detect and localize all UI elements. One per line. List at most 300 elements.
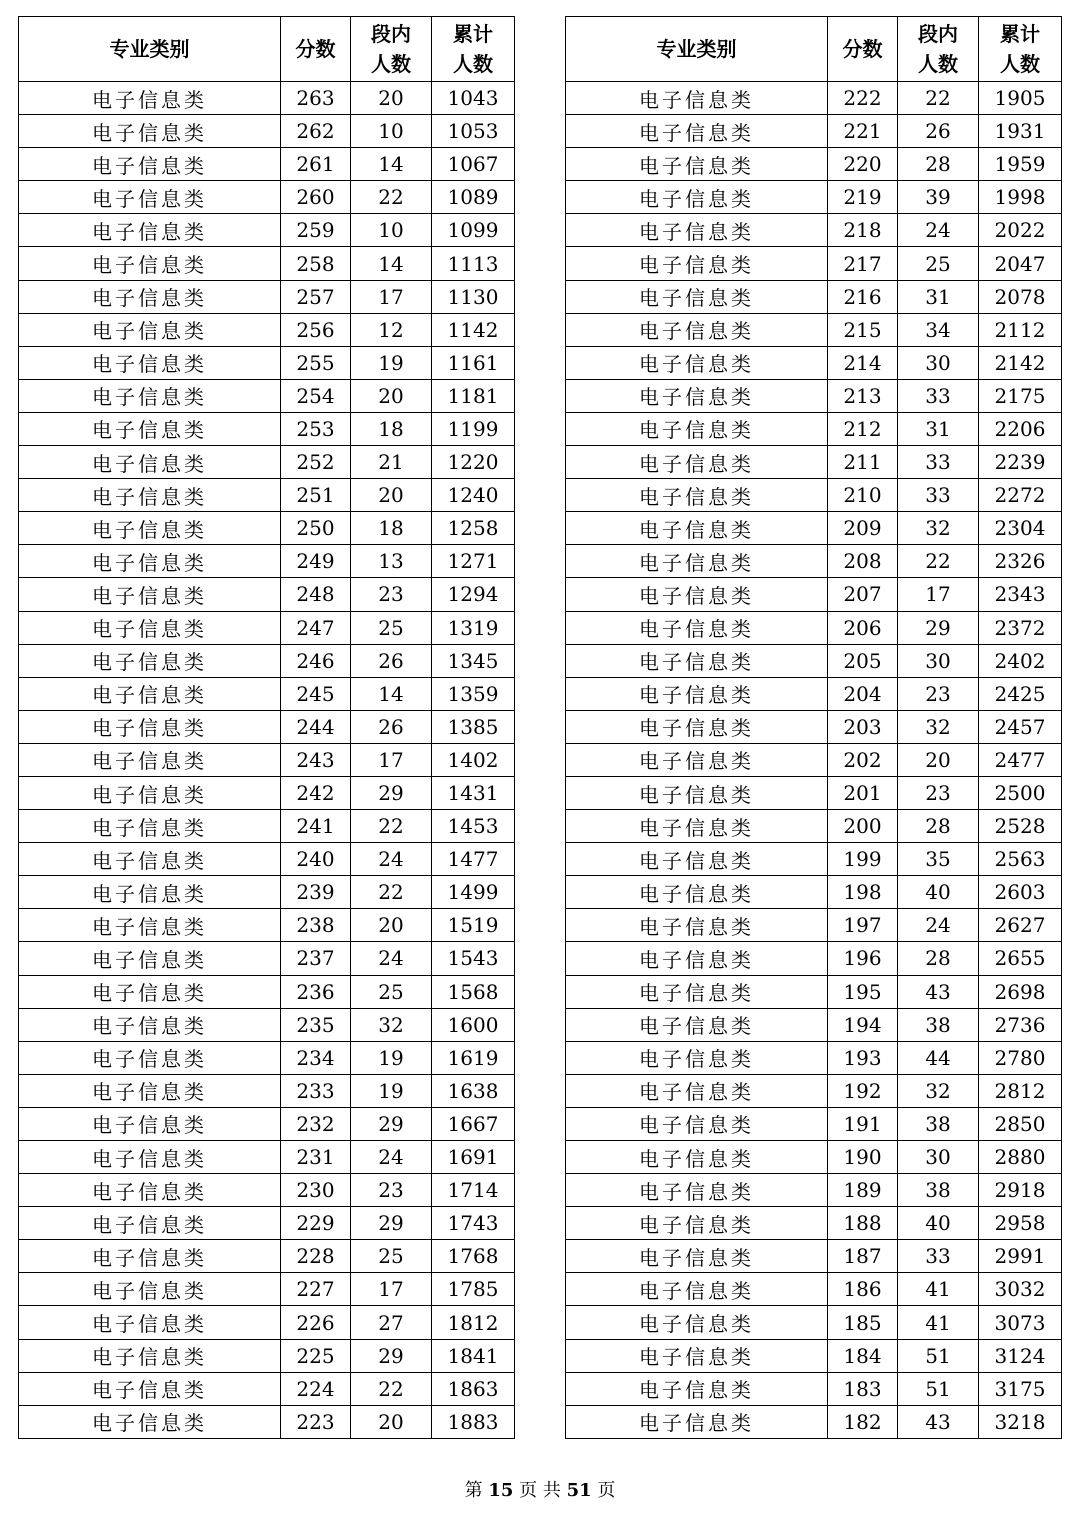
category-cell: 电子信息类 bbox=[566, 82, 828, 115]
category-cell: 电子信息类 bbox=[19, 843, 281, 876]
segment-count-cell: 23 bbox=[898, 677, 979, 710]
table-row bbox=[566, 545, 1062, 578]
table-row bbox=[566, 578, 1062, 611]
table-row bbox=[566, 975, 1062, 1008]
category-cell: 电子信息类 bbox=[19, 710, 281, 743]
table-row bbox=[566, 611, 1062, 644]
category-cell: 电子信息类 bbox=[566, 942, 828, 975]
segment-count-cell: 18 bbox=[351, 512, 432, 545]
category-cell: 电子信息类 bbox=[19, 810, 281, 843]
segment-count-cell: 26 bbox=[351, 644, 432, 677]
score-cell: 188 bbox=[828, 1207, 898, 1240]
cumulative-count-cell: 1568 bbox=[432, 975, 515, 1008]
table-row bbox=[566, 479, 1062, 512]
cumulative-count-cell: 1402 bbox=[432, 743, 515, 776]
cumulative-count-cell: 1345 bbox=[432, 644, 515, 677]
table-row bbox=[566, 1339, 1062, 1372]
category-cell: 电子信息类 bbox=[19, 214, 281, 247]
score-cell: 261 bbox=[281, 148, 351, 181]
score-cell: 254 bbox=[281, 379, 351, 412]
cumulative-count-cell: 1089 bbox=[432, 181, 515, 214]
table-row bbox=[19, 942, 515, 975]
category-cell: 电子信息类 bbox=[566, 578, 828, 611]
table-row bbox=[566, 1041, 1062, 1074]
category-cell: 电子信息类 bbox=[19, 247, 281, 280]
segment-count-cell: 29 bbox=[351, 776, 432, 809]
category-cell: 电子信息类 bbox=[566, 346, 828, 379]
segment-count-cell: 24 bbox=[351, 1141, 432, 1174]
cumulative-count-cell: 1883 bbox=[432, 1405, 515, 1438]
cumulative-count-cell: 2528 bbox=[979, 810, 1062, 843]
category-cell: 电子信息类 bbox=[19, 1207, 281, 1240]
cumulative-count-cell: 1385 bbox=[432, 710, 515, 743]
table-row bbox=[19, 412, 515, 445]
category-cell: 电子信息类 bbox=[19, 512, 281, 545]
cumulative-count-cell: 2477 bbox=[979, 743, 1062, 776]
table-row bbox=[19, 545, 515, 578]
score-cell: 216 bbox=[828, 280, 898, 313]
score-cell: 263 bbox=[281, 82, 351, 115]
score-cell: 201 bbox=[828, 776, 898, 809]
score-cell: 250 bbox=[281, 512, 351, 545]
table-row bbox=[566, 346, 1062, 379]
segment-count-cell: 38 bbox=[898, 1174, 979, 1207]
category-cell: 电子信息类 bbox=[566, 876, 828, 909]
segment-count-cell: 25 bbox=[898, 247, 979, 280]
score-cell: 204 bbox=[828, 677, 898, 710]
segment-count-cell: 13 bbox=[351, 545, 432, 578]
segment-count-cell: 25 bbox=[351, 1240, 432, 1273]
score-cell: 248 bbox=[281, 578, 351, 611]
category-cell: 电子信息类 bbox=[19, 1306, 281, 1339]
category-cell: 电子信息类 bbox=[19, 743, 281, 776]
category-cell: 电子信息类 bbox=[566, 1041, 828, 1074]
score-cell: 245 bbox=[281, 677, 351, 710]
table-row bbox=[566, 1074, 1062, 1107]
score-cell: 237 bbox=[281, 942, 351, 975]
score-cell: 196 bbox=[828, 942, 898, 975]
segment-count-cell: 20 bbox=[351, 479, 432, 512]
cumulative-count-cell: 1271 bbox=[432, 545, 515, 578]
table-row bbox=[566, 379, 1062, 412]
category-cell: 电子信息类 bbox=[566, 810, 828, 843]
table-header-row bbox=[19, 17, 515, 82]
category-cell: 电子信息类 bbox=[19, 479, 281, 512]
score-cell: 260 bbox=[281, 181, 351, 214]
cumulative-count-cell: 2112 bbox=[979, 313, 1062, 346]
score-cell: 217 bbox=[828, 247, 898, 280]
cumulative-count-cell: 1359 bbox=[432, 677, 515, 710]
table-row bbox=[19, 479, 515, 512]
segment-count-cell: 10 bbox=[351, 214, 432, 247]
score-cell: 252 bbox=[281, 446, 351, 479]
segment-count-cell: 10 bbox=[351, 115, 432, 148]
category-cell: 电子信息类 bbox=[566, 1141, 828, 1174]
table-row bbox=[19, 1339, 515, 1372]
category-cell: 电子信息类 bbox=[19, 1174, 281, 1207]
table-row bbox=[19, 1107, 515, 1140]
cumulative-count-cell: 1220 bbox=[432, 446, 515, 479]
cumulative-count-cell: 3218 bbox=[979, 1405, 1062, 1438]
score-cell: 194 bbox=[828, 1008, 898, 1041]
table-row bbox=[19, 578, 515, 611]
table-row bbox=[19, 710, 515, 743]
cumulative-count-cell: 1142 bbox=[432, 313, 515, 346]
score-cell: 206 bbox=[828, 611, 898, 644]
table-row bbox=[19, 512, 515, 545]
segment-count-cell: 33 bbox=[898, 479, 979, 512]
cumulative-count-cell: 2272 bbox=[979, 479, 1062, 512]
cumulative-count-cell: 1714 bbox=[432, 1174, 515, 1207]
score-cell: 211 bbox=[828, 446, 898, 479]
cumulative-count-cell: 2078 bbox=[979, 280, 1062, 313]
category-cell: 电子信息类 bbox=[566, 743, 828, 776]
table-row bbox=[19, 346, 515, 379]
segment-count-cell: 19 bbox=[351, 1074, 432, 1107]
segment-count-cell: 22 bbox=[351, 876, 432, 909]
segment-count-cell: 32 bbox=[898, 1074, 979, 1107]
segment-count-cell: 51 bbox=[898, 1339, 979, 1372]
category-cell: 电子信息类 bbox=[566, 280, 828, 313]
segment-count-cell: 41 bbox=[898, 1306, 979, 1339]
segment-count-cell: 38 bbox=[898, 1008, 979, 1041]
segment-count-cell: 40 bbox=[898, 1207, 979, 1240]
segment-count-cell: 31 bbox=[898, 412, 979, 445]
category-cell: 电子信息类 bbox=[19, 644, 281, 677]
segment-count-cell: 14 bbox=[351, 677, 432, 710]
score-cell: 200 bbox=[828, 810, 898, 843]
segment-count-cell: 14 bbox=[351, 148, 432, 181]
category-cell: 电子信息类 bbox=[19, 1041, 281, 1074]
segment-count-cell: 29 bbox=[898, 611, 979, 644]
score-table-right bbox=[565, 16, 1062, 1439]
category-cell: 电子信息类 bbox=[566, 1107, 828, 1140]
segment-count-cell: 26 bbox=[898, 115, 979, 148]
table-row bbox=[566, 1240, 1062, 1273]
segment-count-cell: 40 bbox=[898, 876, 979, 909]
category-cell: 电子信息类 bbox=[19, 346, 281, 379]
table-row bbox=[19, 843, 515, 876]
cumulative-count-cell: 2780 bbox=[979, 1041, 1062, 1074]
category-cell: 电子信息类 bbox=[566, 975, 828, 1008]
cumulative-count-cell: 2698 bbox=[979, 975, 1062, 1008]
category-cell: 电子信息类 bbox=[19, 280, 281, 313]
table-header-row bbox=[566, 17, 1062, 82]
table-row bbox=[566, 942, 1062, 975]
score-cell: 247 bbox=[281, 611, 351, 644]
score-cell: 256 bbox=[281, 313, 351, 346]
category-cell: 电子信息类 bbox=[566, 247, 828, 280]
cumulative-count-cell: 1998 bbox=[979, 181, 1062, 214]
table-row bbox=[19, 1372, 515, 1405]
cumulative-count-cell: 1959 bbox=[979, 148, 1062, 181]
cumulative-count-cell: 2239 bbox=[979, 446, 1062, 479]
cumulative-count-cell: 2457 bbox=[979, 710, 1062, 743]
cumulative-count-cell: 1619 bbox=[432, 1041, 515, 1074]
segment-count-cell: 32 bbox=[898, 512, 979, 545]
table-row bbox=[566, 115, 1062, 148]
segment-count-cell: 27 bbox=[351, 1306, 432, 1339]
category-cell: 电子信息类 bbox=[566, 1074, 828, 1107]
score-cell: 235 bbox=[281, 1008, 351, 1041]
cumulative-count-cell: 2500 bbox=[979, 776, 1062, 809]
category-cell: 电子信息类 bbox=[19, 975, 281, 1008]
table-row bbox=[19, 1240, 515, 1273]
table-row bbox=[566, 214, 1062, 247]
table-row bbox=[19, 1174, 515, 1207]
cumulative-count-cell: 1113 bbox=[432, 247, 515, 280]
table-row bbox=[19, 1041, 515, 1074]
cumulative-count-cell: 1931 bbox=[979, 115, 1062, 148]
segment-count-cell: 25 bbox=[351, 975, 432, 1008]
table-row bbox=[19, 876, 515, 909]
table-row bbox=[19, 446, 515, 479]
segment-count-cell: 24 bbox=[351, 843, 432, 876]
cumulative-count-cell: 2812 bbox=[979, 1074, 1062, 1107]
table-row bbox=[19, 776, 515, 809]
segment-count-cell: 17 bbox=[351, 1273, 432, 1306]
segment-count-cell: 28 bbox=[898, 810, 979, 843]
cumulative-count-cell: 1519 bbox=[432, 909, 515, 942]
score-cell: 255 bbox=[281, 346, 351, 379]
table-row bbox=[19, 1207, 515, 1240]
table-row bbox=[19, 1074, 515, 1107]
table-row bbox=[19, 975, 515, 1008]
category-cell: 电子信息类 bbox=[566, 379, 828, 412]
segment-count-cell: 43 bbox=[898, 1405, 979, 1438]
segment-count-cell: 26 bbox=[351, 710, 432, 743]
segment-count-cell: 29 bbox=[351, 1207, 432, 1240]
table-row bbox=[19, 1306, 515, 1339]
segment-count-cell: 17 bbox=[898, 578, 979, 611]
cumulative-count-cell: 2372 bbox=[979, 611, 1062, 644]
cumulative-count-cell: 1905 bbox=[979, 82, 1062, 115]
score-cell: 236 bbox=[281, 975, 351, 1008]
table-row bbox=[566, 247, 1062, 280]
category-cell: 电子信息类 bbox=[566, 1339, 828, 1372]
category-cell: 电子信息类 bbox=[566, 181, 828, 214]
cumulative-count-cell: 1638 bbox=[432, 1074, 515, 1107]
table-row bbox=[566, 843, 1062, 876]
segment-count-cell: 28 bbox=[898, 148, 979, 181]
header-score: 分数 bbox=[828, 17, 898, 82]
segment-count-cell: 17 bbox=[351, 743, 432, 776]
table-row bbox=[19, 810, 515, 843]
cumulative-count-cell: 3175 bbox=[979, 1372, 1062, 1405]
score-cell: 262 bbox=[281, 115, 351, 148]
table-row bbox=[566, 644, 1062, 677]
table-row bbox=[19, 82, 515, 115]
cumulative-count-cell: 2958 bbox=[979, 1207, 1062, 1240]
score-cell: 203 bbox=[828, 710, 898, 743]
cumulative-count-cell: 1667 bbox=[432, 1107, 515, 1140]
segment-count-cell: 38 bbox=[898, 1107, 979, 1140]
category-cell: 电子信息类 bbox=[566, 1372, 828, 1405]
category-cell: 电子信息类 bbox=[19, 876, 281, 909]
cumulative-count-cell: 1130 bbox=[432, 280, 515, 313]
score-cell: 183 bbox=[828, 1372, 898, 1405]
category-cell: 电子信息类 bbox=[19, 1074, 281, 1107]
segment-count-cell: 21 bbox=[351, 446, 432, 479]
category-cell: 电子信息类 bbox=[566, 644, 828, 677]
header-cumulative-count: 累计 人数 bbox=[979, 17, 1062, 82]
footer-middle: 页 共 bbox=[519, 1480, 561, 1501]
header-category: 专业类别 bbox=[566, 17, 828, 82]
cumulative-count-cell: 1099 bbox=[432, 214, 515, 247]
cumulative-count-cell: 1453 bbox=[432, 810, 515, 843]
category-cell: 电子信息类 bbox=[566, 1008, 828, 1041]
segment-count-cell: 44 bbox=[898, 1041, 979, 1074]
table-row bbox=[566, 743, 1062, 776]
category-cell: 电子信息类 bbox=[566, 545, 828, 578]
score-cell: 190 bbox=[828, 1141, 898, 1174]
cumulative-count-cell: 1477 bbox=[432, 843, 515, 876]
segment-count-cell: 22 bbox=[351, 181, 432, 214]
score-cell: 223 bbox=[281, 1405, 351, 1438]
table-row bbox=[566, 82, 1062, 115]
cumulative-count-cell: 2175 bbox=[979, 379, 1062, 412]
segment-count-cell: 20 bbox=[351, 82, 432, 115]
table-row bbox=[566, 313, 1062, 346]
cumulative-count-cell: 2603 bbox=[979, 876, 1062, 909]
segment-count-cell: 24 bbox=[351, 942, 432, 975]
segment-count-cell: 20 bbox=[898, 743, 979, 776]
table-row bbox=[19, 1273, 515, 1306]
score-cell: 192 bbox=[828, 1074, 898, 1107]
cumulative-count-cell: 1258 bbox=[432, 512, 515, 545]
category-cell: 电子信息类 bbox=[566, 446, 828, 479]
category-cell: 电子信息类 bbox=[19, 611, 281, 644]
cumulative-count-cell: 1768 bbox=[432, 1240, 515, 1273]
table-row bbox=[566, 1107, 1062, 1140]
score-cell: 219 bbox=[828, 181, 898, 214]
header-cumulative-count: 累计 人数 bbox=[432, 17, 515, 82]
category-cell: 电子信息类 bbox=[566, 710, 828, 743]
score-cell: 182 bbox=[828, 1405, 898, 1438]
category-cell: 电子信息类 bbox=[566, 412, 828, 445]
category-cell: 电子信息类 bbox=[566, 1405, 828, 1438]
table-row bbox=[566, 710, 1062, 743]
table-row bbox=[566, 1372, 1062, 1405]
cumulative-count-cell: 1067 bbox=[432, 148, 515, 181]
table-row bbox=[19, 379, 515, 412]
segment-count-cell: 22 bbox=[898, 82, 979, 115]
table-row bbox=[19, 677, 515, 710]
table-row bbox=[566, 446, 1062, 479]
category-cell: 电子信息类 bbox=[19, 148, 281, 181]
cumulative-count-cell: 1743 bbox=[432, 1207, 515, 1240]
score-cell: 185 bbox=[828, 1306, 898, 1339]
table-row bbox=[566, 810, 1062, 843]
category-cell: 电子信息类 bbox=[566, 214, 828, 247]
score-cell: 257 bbox=[281, 280, 351, 313]
score-cell: 239 bbox=[281, 876, 351, 909]
score-cell: 210 bbox=[828, 479, 898, 512]
segment-count-cell: 35 bbox=[898, 843, 979, 876]
category-cell: 电子信息类 bbox=[566, 611, 828, 644]
score-cell: 215 bbox=[828, 313, 898, 346]
score-cell: 195 bbox=[828, 975, 898, 1008]
table-row bbox=[566, 1306, 1062, 1339]
cumulative-count-cell: 1543 bbox=[432, 942, 515, 975]
segment-count-cell: 28 bbox=[898, 942, 979, 975]
category-cell: 电子信息类 bbox=[19, 1339, 281, 1372]
cumulative-count-cell: 2047 bbox=[979, 247, 1062, 280]
score-cell: 238 bbox=[281, 909, 351, 942]
cumulative-count-cell: 1600 bbox=[432, 1008, 515, 1041]
category-cell: 电子信息类 bbox=[19, 446, 281, 479]
score-cell: 259 bbox=[281, 214, 351, 247]
table-row bbox=[566, 1405, 1062, 1438]
segment-count-cell: 20 bbox=[351, 909, 432, 942]
cumulative-count-cell: 1499 bbox=[432, 876, 515, 909]
header-segment-count: 段内 人数 bbox=[898, 17, 979, 82]
cumulative-count-cell: 2655 bbox=[979, 942, 1062, 975]
score-cell: 186 bbox=[828, 1273, 898, 1306]
category-cell: 电子信息类 bbox=[566, 512, 828, 545]
cumulative-count-cell: 2736 bbox=[979, 1008, 1062, 1041]
score-table-left bbox=[18, 16, 515, 1439]
cumulative-count-cell: 1181 bbox=[432, 379, 515, 412]
score-cell: 193 bbox=[828, 1041, 898, 1074]
header-segment-count: 段内 人数 bbox=[351, 17, 432, 82]
table-row bbox=[566, 1174, 1062, 1207]
cumulative-count-cell: 1431 bbox=[432, 776, 515, 809]
segment-count-cell: 33 bbox=[898, 1240, 979, 1273]
cumulative-count-cell: 1199 bbox=[432, 412, 515, 445]
table-row bbox=[19, 181, 515, 214]
cumulative-count-cell: 2022 bbox=[979, 214, 1062, 247]
score-cell: 244 bbox=[281, 710, 351, 743]
cumulative-count-cell: 3073 bbox=[979, 1306, 1062, 1339]
score-cell: 199 bbox=[828, 843, 898, 876]
category-cell: 电子信息类 bbox=[19, 942, 281, 975]
segment-count-cell: 51 bbox=[898, 1372, 979, 1405]
score-cell: 228 bbox=[281, 1240, 351, 1273]
score-cell: 227 bbox=[281, 1273, 351, 1306]
segment-count-cell: 22 bbox=[351, 1372, 432, 1405]
score-cell: 241 bbox=[281, 810, 351, 843]
segment-count-cell: 43 bbox=[898, 975, 979, 1008]
score-cell: 233 bbox=[281, 1074, 351, 1107]
score-cell: 202 bbox=[828, 743, 898, 776]
score-cell: 251 bbox=[281, 479, 351, 512]
table-row bbox=[19, 214, 515, 247]
page-footer bbox=[0, 1476, 1080, 1502]
cumulative-count-cell: 3032 bbox=[979, 1273, 1062, 1306]
segment-count-cell: 23 bbox=[898, 776, 979, 809]
cumulative-count-cell: 1161 bbox=[432, 346, 515, 379]
score-cell: 224 bbox=[281, 1372, 351, 1405]
score-cell: 232 bbox=[281, 1107, 351, 1140]
score-cell: 212 bbox=[828, 412, 898, 445]
score-cell: 246 bbox=[281, 644, 351, 677]
category-cell: 电子信息类 bbox=[19, 115, 281, 148]
table-row bbox=[19, 115, 515, 148]
score-cell: 208 bbox=[828, 545, 898, 578]
score-cell: 184 bbox=[828, 1339, 898, 1372]
category-cell: 电子信息类 bbox=[566, 1306, 828, 1339]
segment-count-cell: 32 bbox=[351, 1008, 432, 1041]
table-row bbox=[566, 148, 1062, 181]
footer-prefix: 第 bbox=[464, 1480, 483, 1501]
segment-count-cell: 31 bbox=[898, 280, 979, 313]
cumulative-count-cell: 1785 bbox=[432, 1273, 515, 1306]
cumulative-count-cell: 1691 bbox=[432, 1141, 515, 1174]
table-row bbox=[566, 776, 1062, 809]
category-cell: 电子信息类 bbox=[19, 1273, 281, 1306]
cumulative-count-cell: 1053 bbox=[432, 115, 515, 148]
